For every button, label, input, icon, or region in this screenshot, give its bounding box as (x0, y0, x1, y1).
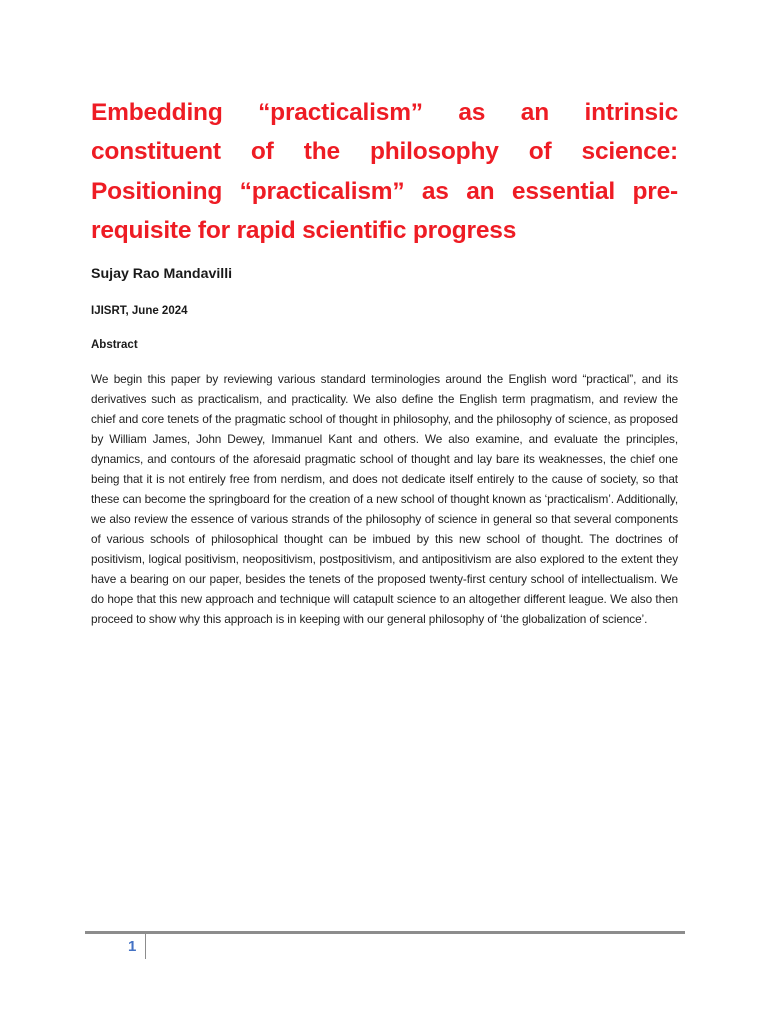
page-number-divider (145, 934, 146, 959)
abstract-body: We begin this paper by reviewing various standard terminologies around the English word “practical”, and its derivatives such as practicalism, and practicality. We also define the English term pragmatism, and review the chief and core tenets of the pragmatic school of thought in philosophy, and the philosophy of science, as proposed by William James, John Dewey, Immanuel Kant and others. We also examine, and evaluate the principles, dynamics, and contours of the aforesaid pragmatic school of thought and lay bare its weaknesses, the chief one being that it is not entirely free from nerdism, and does not dedicate itself entirely to the cause of society, so that these can become the springboard for the creation of a new school of thought known as ‘practicalism’. Additionally, we also review the essence of various strands of the philosophy of science in general so that several components of various schools of philosophical thought can be imbued by this new school of thought. The doctrines of positivism, logical positivism, neopositivism, postpositivism, and antipositivism are also explored to the extent they have a bearing on our paper, besides the tenets of the proposed twenty-first century school of intellectualism. We do hope that this new approach and technique will catapult science to an altogether different league. We also then proceed to show why this approach is in keeping with our general philosophy of ‘the globalization of science’. (91, 372, 678, 626)
footer-rule (85, 931, 685, 934)
author-name: Sujay Rao Mandavilli (91, 266, 233, 282)
page-number: 1 (128, 938, 137, 955)
paper-title: Embedding “practicalism” as an intrinsic constituent of the philosophy of science: Positioning “practicalism” as an essential pre-requisite for rapid scientific progress (91, 99, 678, 244)
abstract-heading: Abstract (91, 339, 138, 351)
publication-venue: IJISRT, June 2024 (91, 305, 188, 317)
